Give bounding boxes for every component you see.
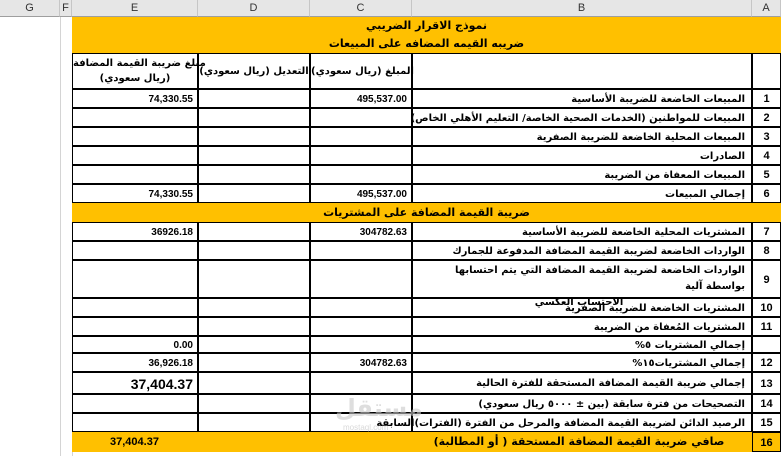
row-label[interactable]: إجمالي المشتريات ٥%	[412, 336, 752, 353]
amount-value[interactable]	[310, 108, 412, 127]
vat-amount-header[interactable]	[72, 53, 206, 89]
row-number[interactable]: 3	[752, 127, 781, 146]
vat-value[interactable]: 0.00	[72, 336, 198, 353]
vat-value[interactable]	[72, 317, 198, 336]
column-header-f[interactable]: F	[60, 0, 72, 17]
amount-value[interactable]: 304782.63	[310, 353, 412, 372]
amount-value[interactable]: 304782.63	[310, 222, 412, 241]
amount-value[interactable]	[310, 127, 412, 146]
row-number[interactable]: 10	[752, 298, 781, 317]
row-number[interactable]: 8	[752, 241, 781, 260]
row-label[interactable]: المبيعات المحلية الخاضعة للضريبة الصفرية	[412, 127, 752, 146]
net-row-number[interactable]: 16	[752, 432, 781, 452]
amount-value[interactable]	[310, 336, 412, 353]
adjustment-cell[interactable]	[198, 413, 310, 432]
row-label[interactable]: المشتريات المحلية الخاضعة للضريبة الأساسية	[412, 222, 752, 241]
amount-value[interactable]	[310, 298, 412, 317]
row-number[interactable]: 15	[752, 413, 781, 432]
adjustment-cell[interactable]	[198, 317, 310, 336]
adjustment-cell[interactable]	[198, 146, 310, 165]
adjustment-cell[interactable]	[198, 222, 310, 241]
amount-value[interactable]	[310, 241, 412, 260]
adjustment-cell[interactable]	[198, 165, 310, 184]
vat-value[interactable]	[72, 413, 198, 432]
row-label[interactable]: المبيعات للمواطنين (الخدمات الصحية الخاصة/ التعليم الأهلي الخاص)	[412, 108, 752, 127]
row-number[interactable]: 13	[752, 372, 781, 394]
column-header-d[interactable]: D	[198, 0, 310, 17]
row-label[interactable]: إجمالي ضريبة القيمة المضافة المستحقة للفترة الحالية	[412, 372, 752, 394]
row-label[interactable]: إجمالي المشتريات١٥%	[412, 353, 752, 372]
section-title-sales: ضريبه القيمه المضافه على المبيعات	[72, 34, 781, 53]
amount-value[interactable]: 495,537.00	[310, 184, 412, 203]
adjustment-cell[interactable]	[198, 89, 310, 108]
watermark-url: mostaql.com	[343, 423, 389, 432]
row-label[interactable]: المشتريات الخاضعة للضريبة الصفرية	[412, 298, 752, 317]
vat-value[interactable]	[72, 260, 198, 298]
vat-value[interactable]: 74,330.55	[72, 184, 198, 203]
row-label[interactable]: التصحيحات من فترة سابقة (بين ± ٥٠٠٠ ريال سعودي)	[412, 394, 752, 413]
amount-value[interactable]	[310, 317, 412, 336]
row-number[interactable]: 7	[752, 222, 781, 241]
vat-value[interactable]: 37,404.37	[72, 372, 198, 394]
adjustment-cell[interactable]	[198, 394, 310, 413]
vat-value[interactable]	[72, 108, 198, 127]
row-number[interactable]: 2	[752, 108, 781, 127]
adjustment-cell[interactable]	[198, 298, 310, 317]
row-number[interactable]: 12	[752, 353, 781, 372]
adjustment-cell[interactable]	[198, 336, 310, 353]
row-number[interactable]: 4	[752, 146, 781, 165]
amount-value[interactable]	[310, 372, 412, 394]
row-number[interactable]: 11	[752, 317, 781, 336]
label-header[interactable]	[412, 53, 752, 89]
row-number[interactable]: 9	[752, 260, 781, 298]
vat-value[interactable]	[72, 298, 198, 317]
column-header-e[interactable]: E	[72, 0, 198, 17]
amount-value[interactable]	[310, 165, 412, 184]
adjustment-cell[interactable]	[198, 184, 310, 203]
row-label[interactable]: الصادرات	[412, 146, 752, 165]
column-header-g[interactable]: G	[0, 0, 60, 17]
vat-value[interactable]	[72, 127, 198, 146]
net-amount-cell[interactable]	[310, 432, 412, 452]
adjustment-cell[interactable]	[198, 127, 310, 146]
adjustment-cell[interactable]	[198, 260, 310, 298]
vat-value[interactable]: 36,926.18	[72, 353, 198, 372]
vat-value[interactable]	[72, 165, 198, 184]
net-vat-label[interactable]: صافي ضريبة القيمة المضافة المستحقة ( أو المطالبة)	[412, 432, 752, 452]
amount-value[interactable]	[310, 146, 412, 165]
amount-value[interactable]: 495,537.00	[310, 89, 412, 108]
gridline	[60, 17, 61, 456]
vat-value[interactable]	[72, 146, 198, 165]
adjustment-cell[interactable]	[198, 241, 310, 260]
section-title-purchases: ضريبة القيمة المضافة على المشتريات	[72, 203, 781, 222]
row-number[interactable]: 6	[752, 184, 781, 203]
column-header-a[interactable]: A	[752, 0, 781, 17]
row-number[interactable]	[752, 336, 781, 353]
column-header-c[interactable]: C	[310, 0, 412, 17]
page-title: نموذج الاقرار الضريبي	[72, 17, 781, 34]
vat-header-line1: مبلغ ضريبة القيمة المضافة	[73, 58, 206, 69]
row-number[interactable]: 14	[752, 394, 781, 413]
row-label[interactable]: الواردات الخاضعة لضريبة القيمة المضافة المدفوعة للجمارك	[412, 241, 752, 260]
column-header-b[interactable]: B	[412, 0, 752, 17]
row-label[interactable]	[412, 260, 752, 308]
vat-header-line2: (ريال سعودي)	[99, 73, 171, 84]
row-label-line2: الاحتساب العكسي	[534, 297, 624, 308]
amount-header[interactable]: المبلغ (ريال سعودي)	[310, 53, 412, 89]
rowno-header[interactable]	[752, 53, 781, 89]
row-number[interactable]: 1	[752, 89, 781, 108]
adjustment-cell[interactable]	[198, 372, 310, 394]
row-label[interactable]: الرصيد الدائن لضريبة القيمة المضافة والمرحل من الفترة (الفترات)السابقة	[412, 413, 752, 432]
net-adjustment-cell[interactable]	[198, 432, 310, 452]
adjustment-cell[interactable]	[198, 353, 310, 372]
amount-value[interactable]	[310, 260, 412, 298]
vat-value[interactable]	[72, 241, 198, 260]
row-label[interactable]: إجمالي المبيعات	[412, 184, 752, 203]
adjustment-cell[interactable]	[198, 108, 310, 127]
vat-value[interactable]	[72, 394, 198, 413]
adjustment-header[interactable]: التعديل (ريال سعودي)	[198, 53, 310, 89]
watermark: مستقل	[335, 394, 423, 422]
row-label[interactable]: المشتريات المُعفاة من الضريبة	[412, 317, 752, 336]
row-number[interactable]: 5	[752, 165, 781, 184]
row-label-line1: الواردات الخاضعة لضريبة القيمة المضافة التي يتم احتسابها بواسطة آلية	[454, 265, 745, 292]
net-vat-value[interactable]: 37,404.37	[72, 432, 198, 452]
row-label[interactable]: المبيعات المعفاة من الضريبة	[412, 165, 752, 184]
vat-value[interactable]: 74,330.55	[72, 89, 198, 108]
vat-value[interactable]: 36926.18	[72, 222, 198, 241]
row-label[interactable]: المبيعات الخاضعة للضريبة الأساسية	[412, 89, 752, 108]
